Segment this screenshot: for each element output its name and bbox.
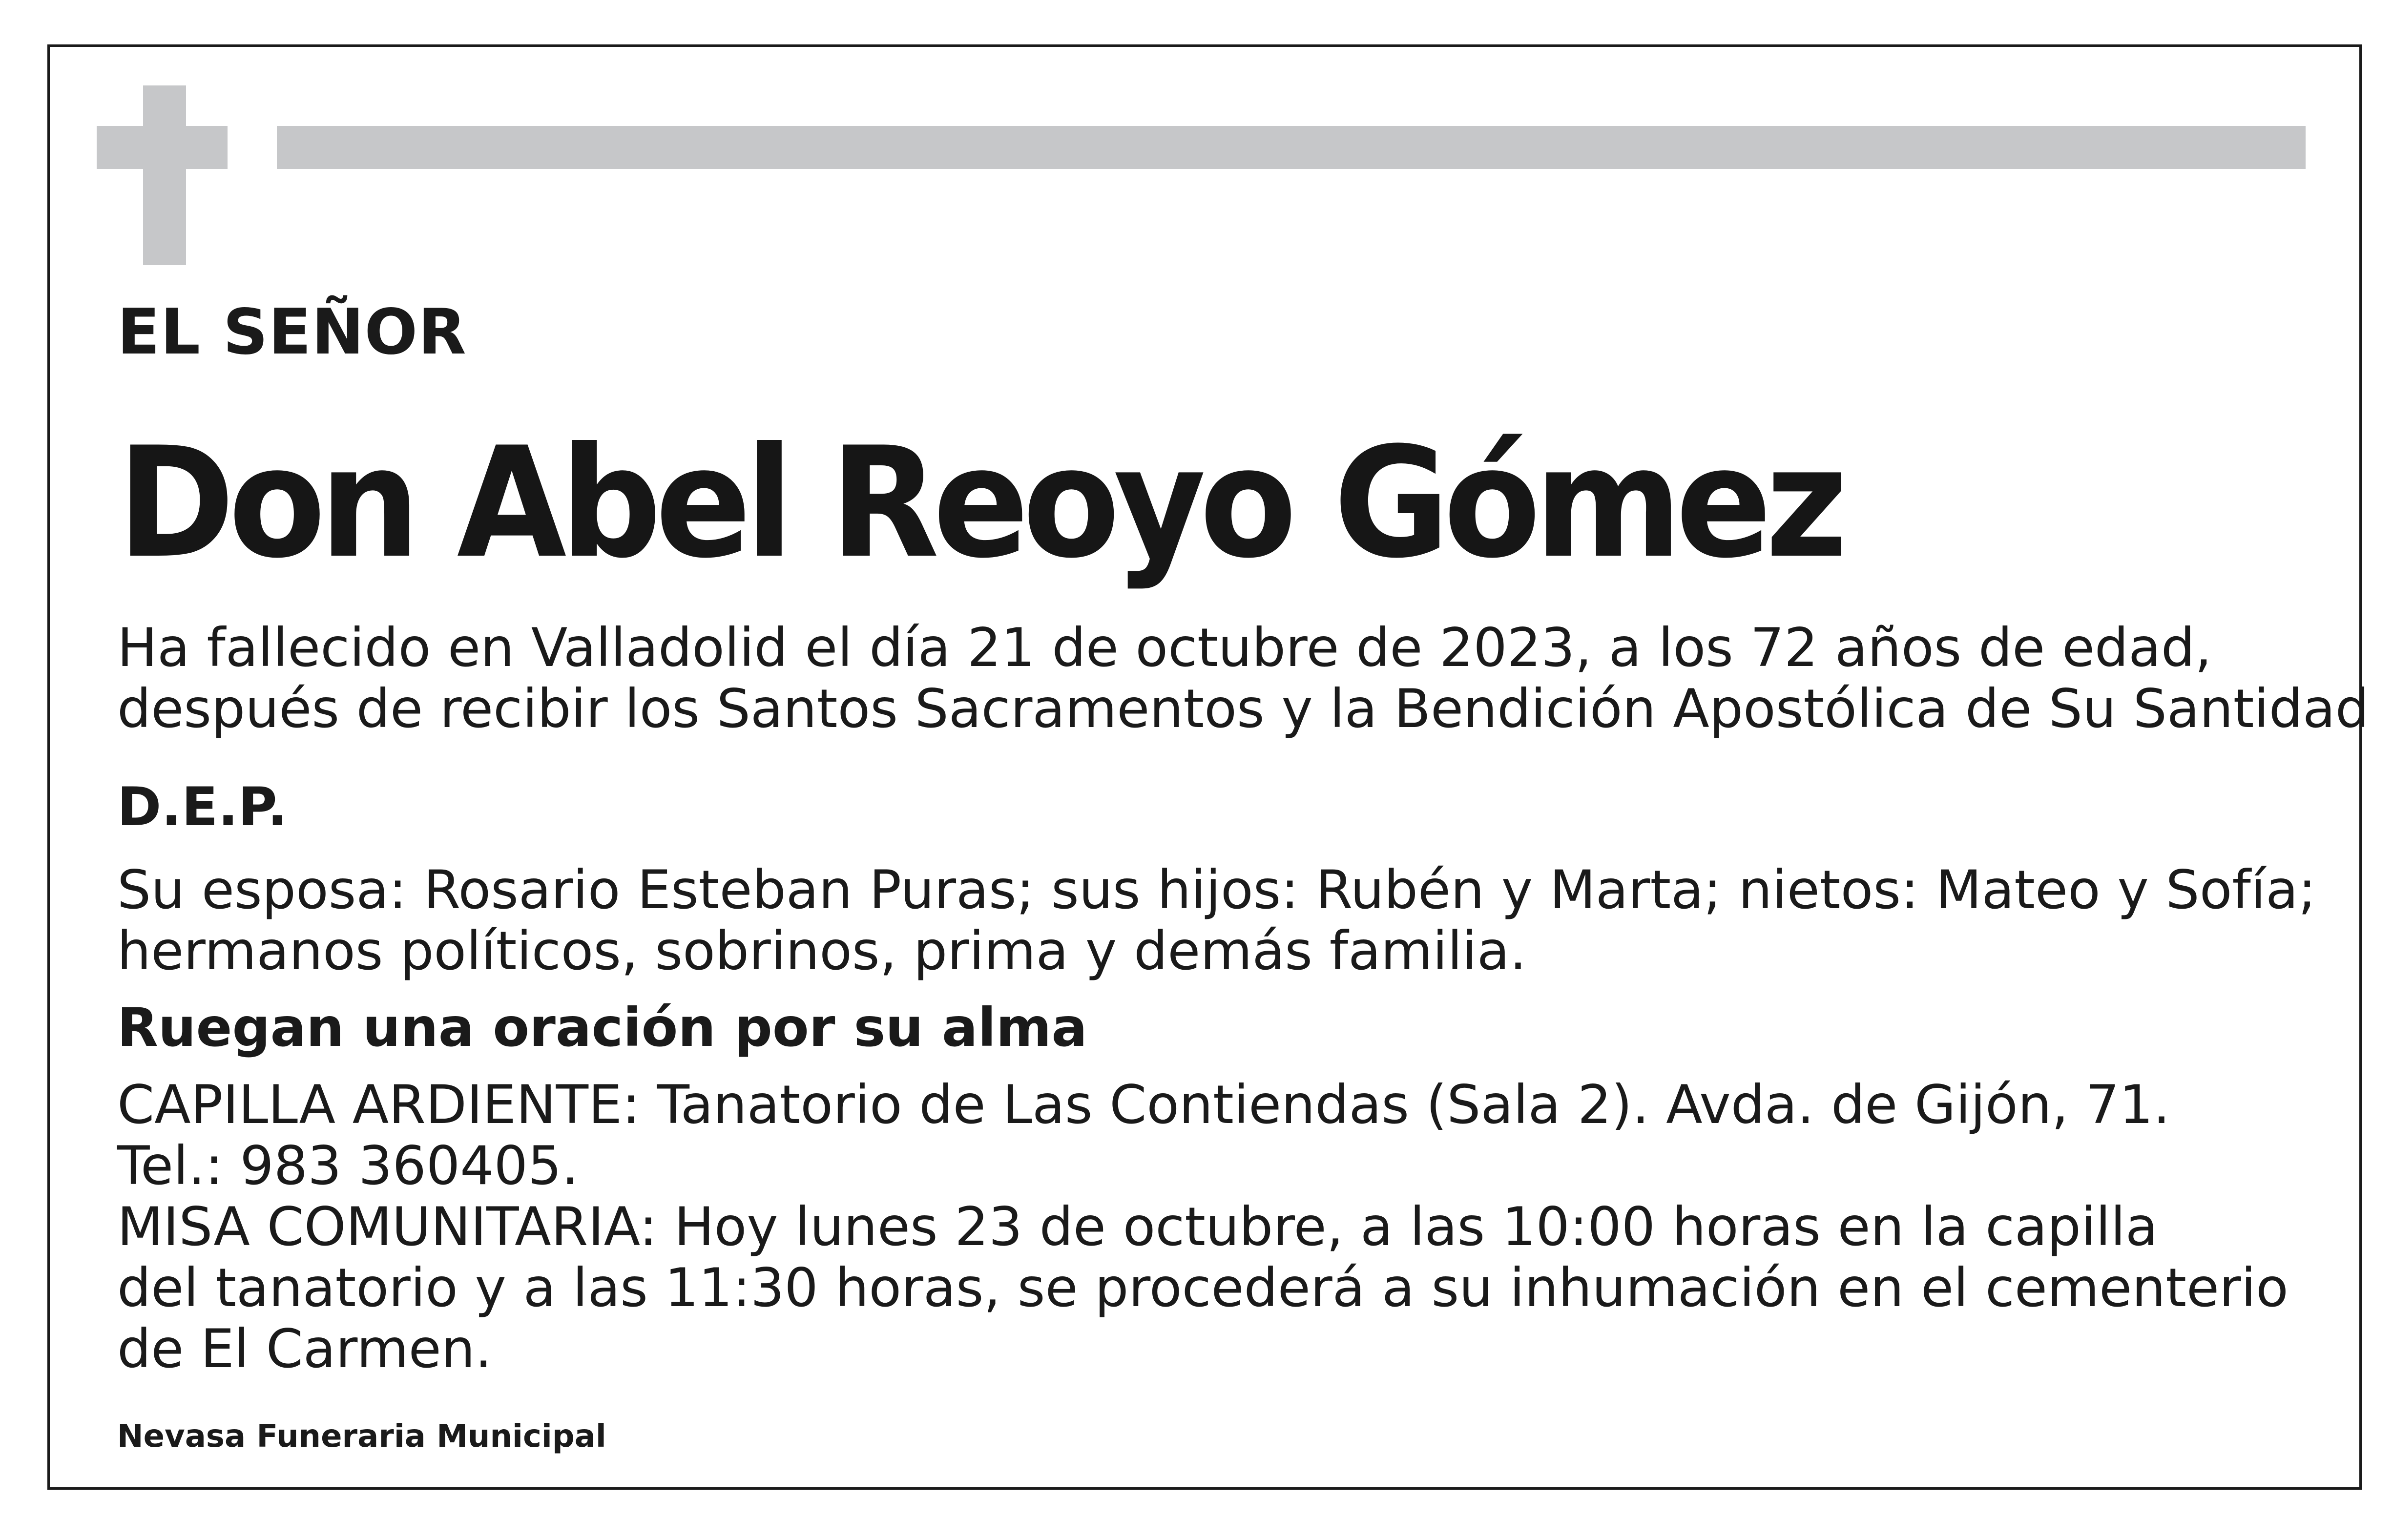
death-line: Ha fallecido en Valladolid el día 21 de octubre de 2023, a los 72 años de edad, bbox=[117, 617, 2212, 679]
prayer-request: Ruegan una oración por su alma bbox=[117, 997, 1087, 1059]
family-line: Su esposa: Rosario Esteban Puras; sus hijos: Rubén y Marta; nietos: Mateo y Sofía; bbox=[117, 859, 2316, 921]
dep-label: D.E.P. bbox=[117, 776, 288, 838]
honorific: EL SEÑOR bbox=[117, 296, 467, 369]
deceased-name: Don Abel Reoyo Gómez bbox=[117, 414, 1842, 592]
cross-icon-arm bbox=[97, 126, 228, 169]
service-details bbox=[117, 1074, 2289, 1379]
death-line: después de recibir los Santos Sacramentos y la Bendición Apostólica de Su Santidad bbox=[117, 678, 2369, 740]
service-line: Tel.: 983 360405. bbox=[117, 1135, 579, 1197]
service-line: del tanatorio y a las 11:30 horas, se procederá a su inhumación en el cementerio bbox=[117, 1257, 2289, 1319]
cross-icon bbox=[143, 85, 186, 265]
service-line: CAPILLA ARDIENTE: Tanatorio de Las Contiendas (Sala 2). Avda. de Gijón, 71. bbox=[117, 1074, 2170, 1136]
family-line: hermanos políticos, sobrinos, prima y demás familia. bbox=[117, 920, 1527, 982]
funeral-home: Nevasa Funeraria Municipal bbox=[117, 1418, 606, 1455]
service-line: MISA COMUNITARIA: Hoy lunes 23 de octubre, a las 10:00 horas en la capilla bbox=[117, 1196, 2158, 1258]
family-list bbox=[117, 859, 2316, 981]
service-line: de El Carmen. bbox=[117, 1318, 492, 1380]
death-announcement bbox=[117, 617, 2369, 739]
header-rule bbox=[277, 126, 2306, 169]
